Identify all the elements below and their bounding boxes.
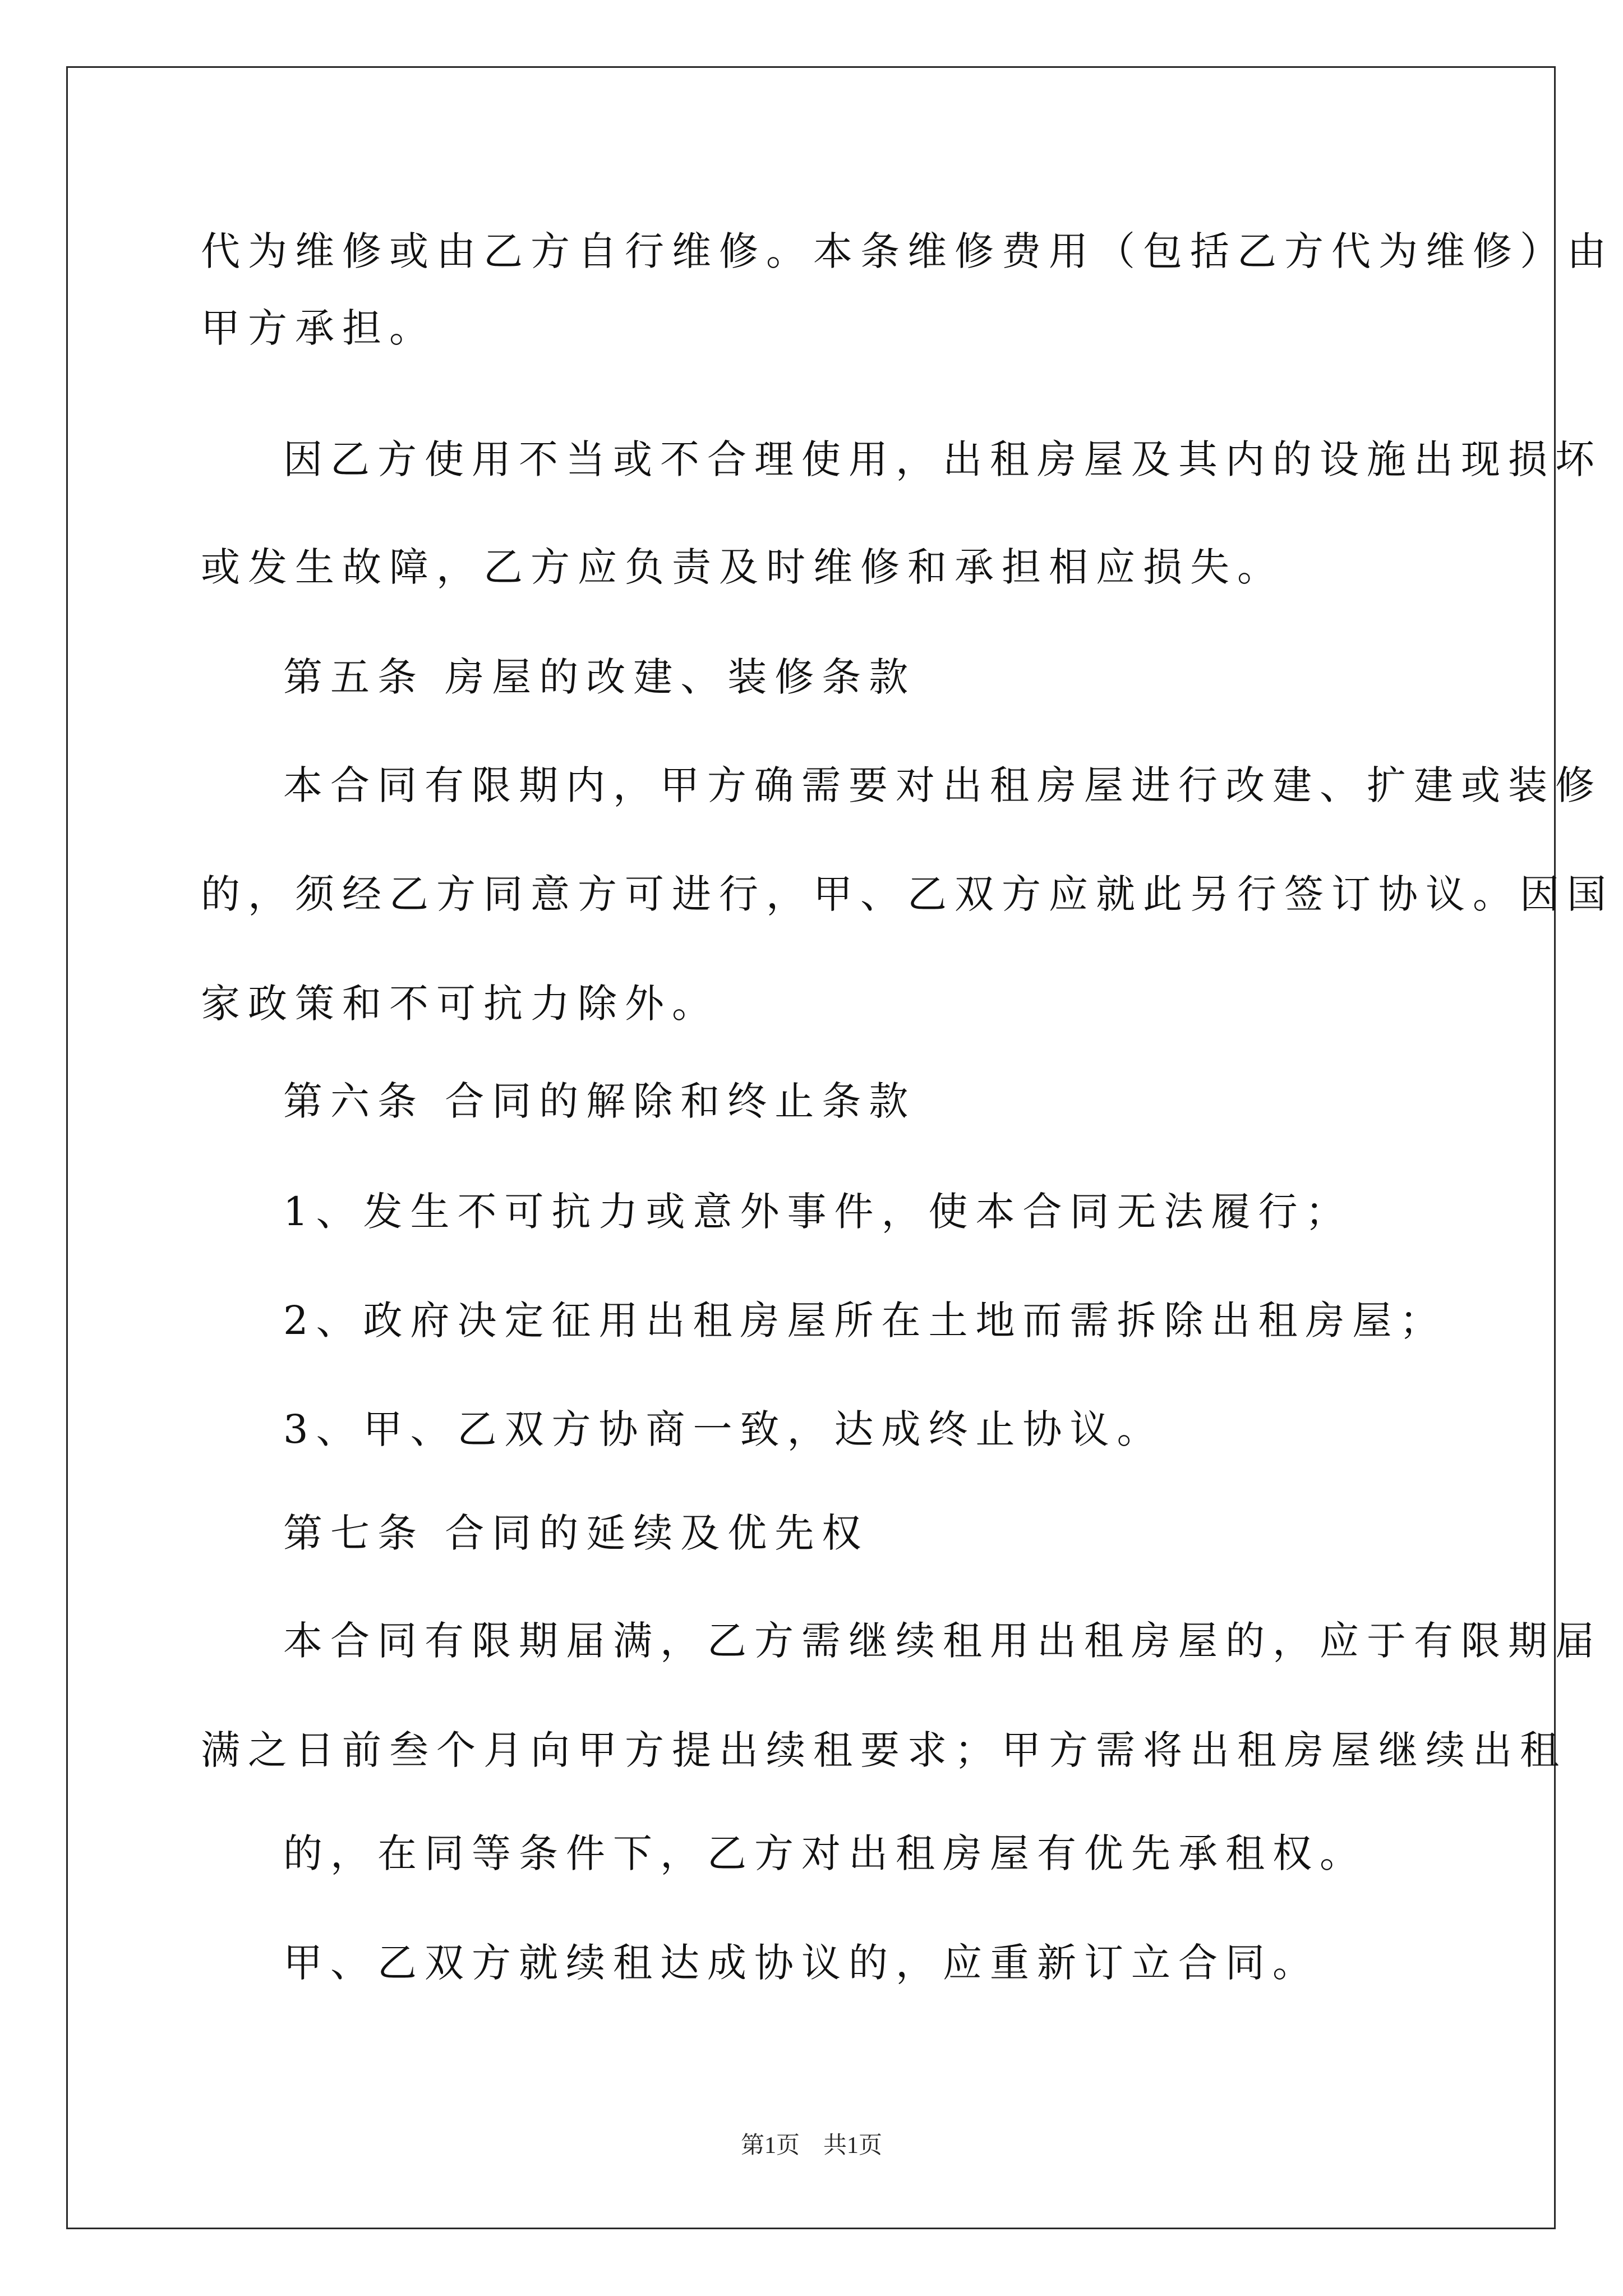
text-line: 的，须经乙方同意方可进行，甲、乙双方应就此另行签订协议。因国 <box>201 871 1614 917</box>
text-line: 甲、乙双方就续租达成协议的，应重新订立合同。 <box>283 1940 1320 1986</box>
text-line: 的，在同等条件下，乙方对出租房屋有优先承租权。 <box>283 1830 1367 1876</box>
list-item: 2、政府决定征用出租房屋所在土地而需拆除出租房屋； <box>283 1297 1447 1343</box>
text-line: 家政策和不可抗力除外。 <box>201 981 719 1027</box>
section-heading: 第六条 合同的解除和终止条款 <box>283 1078 916 1124</box>
section-heading: 第五条 房屋的改建、装修条款 <box>283 654 916 700</box>
text-line: 满之日前叁个月向甲方提出续租要求；甲方需将出租房屋继续出租 <box>201 1727 1567 1773</box>
text-line: 本合同有限期内，甲方确需要对出租房屋进行改建、扩建或装修 <box>283 762 1602 808</box>
text-line: 或发生故障，乙方应负责及时维修和承担相应损失。 <box>201 544 1284 590</box>
text-line: 因乙方使用不当或不合理使用，出租房屋及其内的设施出现损坏 <box>283 436 1602 482</box>
list-item: 3、甲、乙双方协商一致，达成终止协议。 <box>283 1406 1164 1452</box>
text-line: 甲方承担。 <box>201 305 436 351</box>
list-item: 1、发生不可抗力或意外事件，使本合同无法履行； <box>283 1189 1353 1235</box>
section-heading: 第七条 合同的延续及优先权 <box>283 1510 869 1556</box>
page-border <box>66 66 1556 2229</box>
text-line: 本合同有限期届满，乙方需继续租用出租房屋的，应于有限期届 <box>283 1618 1602 1664</box>
page-footer: 第1页 共1页 <box>740 2133 882 2159</box>
text-line: 代为维修或由乙方自行维修。本条维修费用（包括乙方代为维修）由 <box>201 228 1614 274</box>
